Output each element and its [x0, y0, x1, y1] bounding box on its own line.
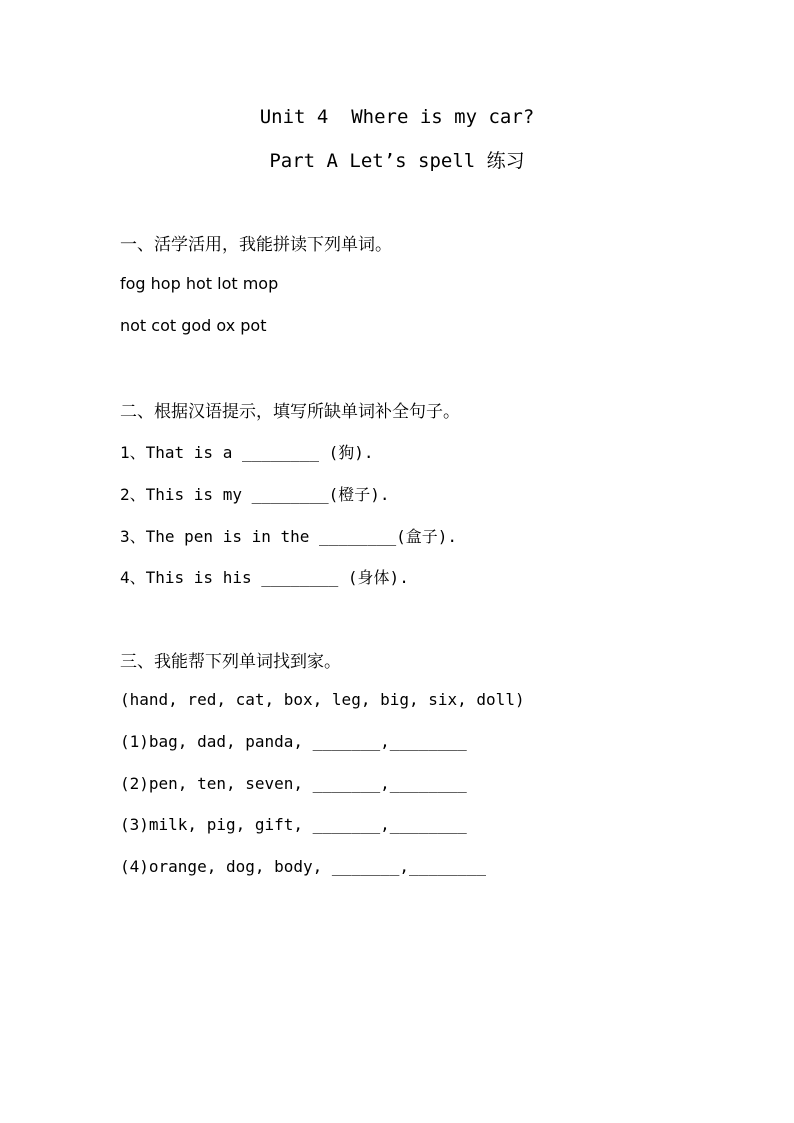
- sentence-item-2: 2、This is my ________(橙子).: [120, 485, 390, 504]
- unit-title: Unit 4 Where is my car?: [259, 106, 535, 128]
- sentence-item-3: 3、The pen is in the ________(盒子).: [120, 527, 457, 546]
- word-row-1: fog hop hot lot mop: [120, 274, 279, 293]
- sort-item-3: (3)milk, pig, gift, _______,________: [120, 815, 467, 834]
- section-1-heading: 一、活学活用，我能拼读下列单词。: [120, 235, 392, 255]
- sort-item-1: (1)bag, dad, panda, _______,________: [120, 732, 467, 751]
- sentence-item-1: 1、That is a ________ (狗).: [120, 443, 374, 462]
- sort-item-2: (2)pen, ten, seven, _______,________: [120, 774, 467, 793]
- word-bank: (hand, red, cat, box, leg, big, six, doll): [120, 690, 525, 709]
- section-2-heading: 二、根据汉语提示，填写所缺单词补全句子。: [120, 402, 460, 422]
- word-row-2: not cot god ox pot: [120, 316, 267, 335]
- sort-item-4: (4)orange, dog, body, _______,________: [120, 857, 487, 876]
- sentence-item-4: 4、This is his ________ (身体).: [120, 568, 409, 587]
- section-3-heading: 三、我能帮下列单词找到家。: [120, 652, 341, 672]
- lesson-title: Part A Let’s spell 练习: [269, 150, 525, 172]
